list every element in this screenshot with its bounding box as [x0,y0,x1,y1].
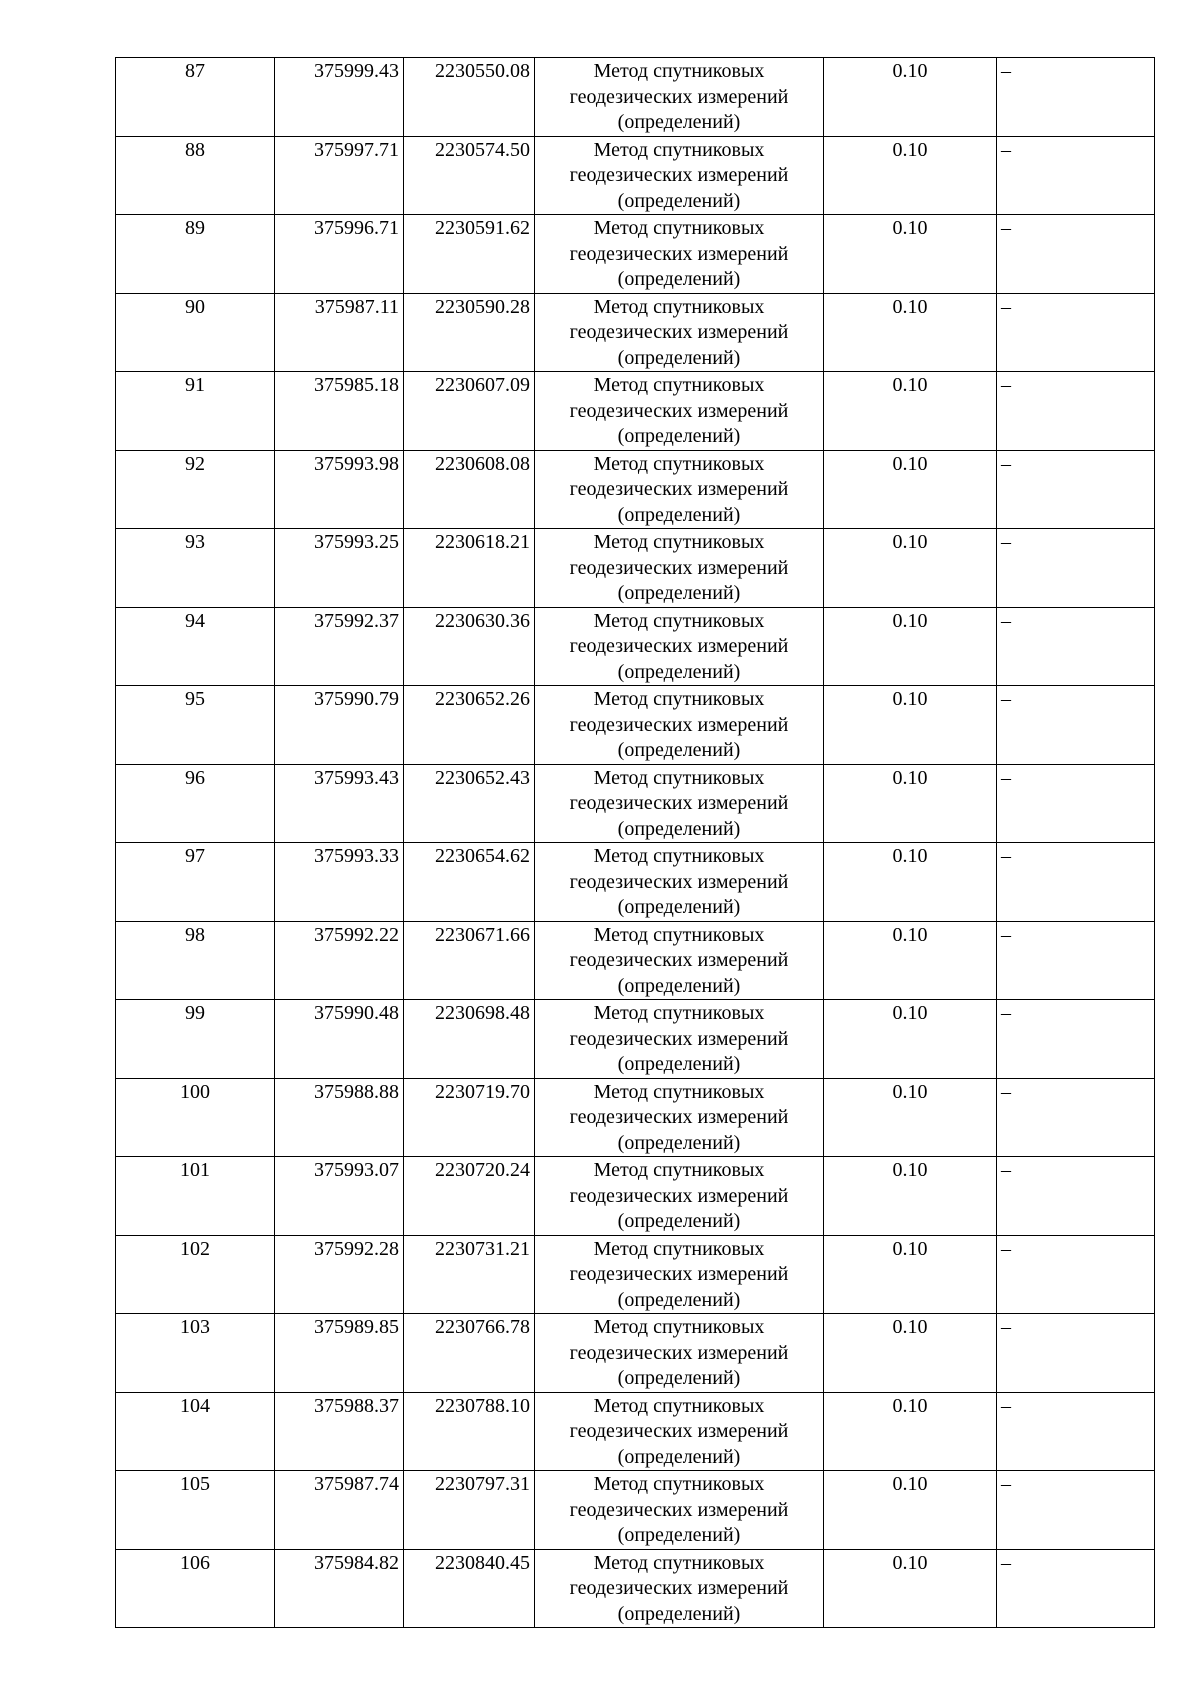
note-cell: – [997,921,1155,1000]
note-cell: – [997,529,1155,608]
table-row [116,843,1155,922]
y-coordinate-cell: 2230671.66 [404,921,535,1000]
note-cell: – [997,372,1155,451]
table-row [116,529,1155,608]
point-number-cell: 97 [116,843,275,922]
y-coordinate-cell: 2230550.08 [404,58,535,137]
table-row [116,1000,1155,1079]
precision-cell: 0.10 [824,1000,997,1079]
method-cell: Метод спутниковых геодезических измерений (определений) [535,1078,824,1157]
precision-cell: 0.10 [824,293,997,372]
method-cell: Метод спутниковых геодезических измерений (определений) [535,450,824,529]
x-coordinate-cell: 375988.88 [275,1078,404,1157]
y-coordinate-cell: 2230591.62 [404,215,535,294]
y-coordinate-cell: 2230590.28 [404,293,535,372]
precision-cell: 0.10 [824,215,997,294]
method-cell: Метод спутниковых геодезических измерений (определений) [535,607,824,686]
y-coordinate-cell: 2230574.50 [404,136,535,215]
table-row [116,58,1155,137]
method-cell: Метод спутниковых геодезических измерений (определений) [535,764,824,843]
precision-cell: 0.10 [824,1078,997,1157]
table-row [116,293,1155,372]
point-number-cell: 103 [116,1314,275,1393]
x-coordinate-cell: 375992.37 [275,607,404,686]
table-row [116,1078,1155,1157]
method-cell: Метод спутниковых геодезических измерений (определений) [535,215,824,294]
table-row [116,1157,1155,1236]
note-cell: – [997,1078,1155,1157]
note-cell: – [997,1549,1155,1628]
table-row [116,1392,1155,1471]
table-row [116,1471,1155,1550]
point-number-cell: 96 [116,764,275,843]
method-cell: Метод спутниковых геодезических измерений (определений) [535,1235,824,1314]
method-cell: Метод спутниковых геодезических измерений (определений) [535,1471,824,1550]
precision-cell: 0.10 [824,1235,997,1314]
x-coordinate-cell: 375993.07 [275,1157,404,1236]
note-cell: – [997,607,1155,686]
y-coordinate-cell: 2230618.21 [404,529,535,608]
note-cell: – [997,450,1155,529]
x-coordinate-cell: 375984.82 [275,1549,404,1628]
x-coordinate-cell: 375993.33 [275,843,404,922]
note-cell: – [997,843,1155,922]
y-coordinate-cell: 2230607.09 [404,372,535,451]
precision-cell: 0.10 [824,921,997,1000]
method-cell: Метод спутниковых геодезических измерений (определений) [535,1314,824,1393]
table-row [116,607,1155,686]
y-coordinate-cell: 2230630.36 [404,607,535,686]
point-number-cell: 90 [116,293,275,372]
y-coordinate-cell: 2230788.10 [404,1392,535,1471]
point-number-cell: 94 [116,607,275,686]
precision-cell: 0.10 [824,1471,997,1550]
table-row [116,136,1155,215]
table-row [116,1549,1155,1628]
y-coordinate-cell: 2230731.21 [404,1235,535,1314]
x-coordinate-cell: 375993.25 [275,529,404,608]
coordinates-table [115,57,1155,1628]
method-cell: Метод спутниковых геодезических измерений (определений) [535,136,824,215]
note-cell: – [997,58,1155,137]
y-coordinate-cell: 2230652.43 [404,764,535,843]
point-number-cell: 87 [116,58,275,137]
note-cell: – [997,1157,1155,1236]
point-number-cell: 100 [116,1078,275,1157]
point-number-cell: 89 [116,215,275,294]
y-coordinate-cell: 2230720.24 [404,1157,535,1236]
point-number-cell: 93 [116,529,275,608]
y-coordinate-cell: 2230719.70 [404,1078,535,1157]
x-coordinate-cell: 375987.74 [275,1471,404,1550]
point-number-cell: 106 [116,1549,275,1628]
point-number-cell: 101 [116,1157,275,1236]
precision-cell: 0.10 [824,764,997,843]
table-row [116,764,1155,843]
table-row [116,921,1155,1000]
method-cell: Метод спутниковых геодезических измерений (определений) [535,293,824,372]
note-cell: – [997,215,1155,294]
coordinates-table-body [116,58,1155,1628]
precision-cell: 0.10 [824,843,997,922]
method-cell: Метод спутниковых геодезических измерений (определений) [535,58,824,137]
method-cell: Метод спутниковых геодезических измерений (определений) [535,372,824,451]
point-number-cell: 98 [116,921,275,1000]
point-number-cell: 92 [116,450,275,529]
precision-cell: 0.10 [824,58,997,137]
note-cell: – [997,1314,1155,1393]
precision-cell: 0.10 [824,529,997,608]
x-coordinate-cell: 375992.28 [275,1235,404,1314]
point-number-cell: 88 [116,136,275,215]
y-coordinate-cell: 2230840.45 [404,1549,535,1628]
y-coordinate-cell: 2230698.48 [404,1000,535,1079]
precision-cell: 0.10 [824,686,997,765]
x-coordinate-cell: 375990.48 [275,1000,404,1079]
precision-cell: 0.10 [824,1314,997,1393]
note-cell: – [997,136,1155,215]
table-row [116,1235,1155,1314]
y-coordinate-cell: 2230654.62 [404,843,535,922]
precision-cell: 0.10 [824,1157,997,1236]
table-row [116,686,1155,765]
x-coordinate-cell: 375989.85 [275,1314,404,1393]
method-cell: Метод спутниковых геодезических измерений (определений) [535,1392,824,1471]
note-cell: – [997,686,1155,765]
table-row [116,450,1155,529]
precision-cell: 0.10 [824,450,997,529]
point-number-cell: 104 [116,1392,275,1471]
x-coordinate-cell: 375993.43 [275,764,404,843]
table-row [116,215,1155,294]
x-coordinate-cell: 375990.79 [275,686,404,765]
point-number-cell: 91 [116,372,275,451]
method-cell: Метод спутниковых геодезических измерений (определений) [535,1000,824,1079]
x-coordinate-cell: 375996.71 [275,215,404,294]
point-number-cell: 99 [116,1000,275,1079]
table-row [116,1314,1155,1393]
x-coordinate-cell: 375997.71 [275,136,404,215]
note-cell: – [997,1392,1155,1471]
x-coordinate-cell: 375988.37 [275,1392,404,1471]
precision-cell: 0.10 [824,136,997,215]
note-cell: – [997,1235,1155,1314]
x-coordinate-cell: 375999.43 [275,58,404,137]
x-coordinate-cell: 375985.18 [275,372,404,451]
y-coordinate-cell: 2230652.26 [404,686,535,765]
method-cell: Метод спутниковых геодезических измерений (определений) [535,686,824,765]
table-row [116,372,1155,451]
note-cell: – [997,293,1155,372]
x-coordinate-cell: 375992.22 [275,921,404,1000]
y-coordinate-cell: 2230797.31 [404,1471,535,1550]
method-cell: Метод спутниковых геодезических измерений (определений) [535,529,824,608]
note-cell: – [997,1000,1155,1079]
method-cell: Метод спутниковых геодезических измерений (определений) [535,1549,824,1628]
point-number-cell: 95 [116,686,275,765]
x-coordinate-cell: 375993.98 [275,450,404,529]
note-cell: – [997,764,1155,843]
y-coordinate-cell: 2230766.78 [404,1314,535,1393]
method-cell: Метод спутниковых геодезических измерений (определений) [535,843,824,922]
point-number-cell: 105 [116,1471,275,1550]
y-coordinate-cell: 2230608.08 [404,450,535,529]
method-cell: Метод спутниковых геодезических измерений (определений) [535,921,824,1000]
method-cell: Метод спутниковых геодезических измерений (определений) [535,1157,824,1236]
precision-cell: 0.10 [824,607,997,686]
point-number-cell: 102 [116,1235,275,1314]
note-cell: – [997,1471,1155,1550]
precision-cell: 0.10 [824,372,997,451]
precision-cell: 0.10 [824,1392,997,1471]
x-coordinate-cell: 375987.11 [275,293,404,372]
precision-cell: 0.10 [824,1549,997,1628]
